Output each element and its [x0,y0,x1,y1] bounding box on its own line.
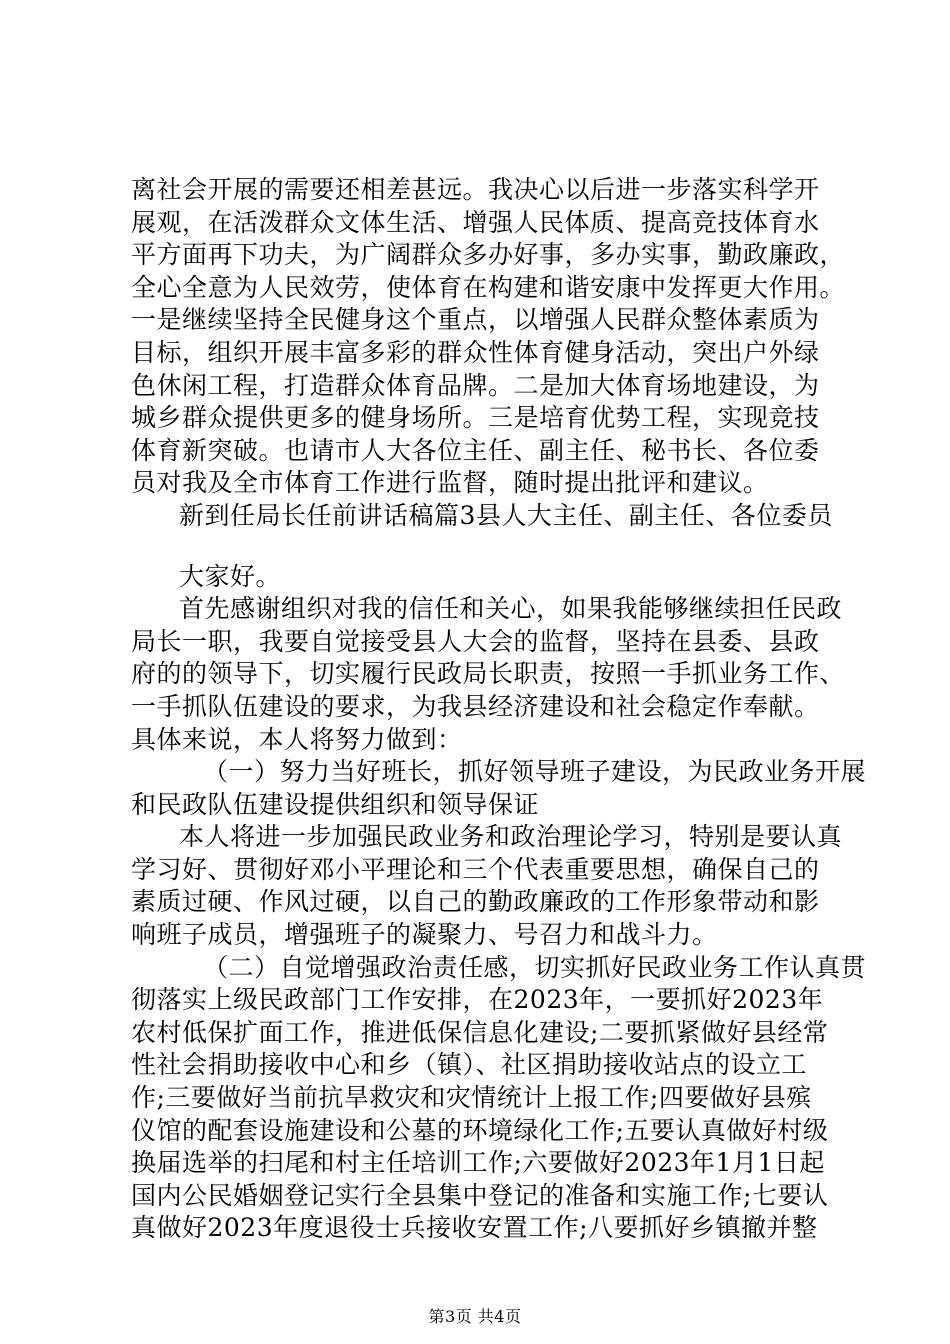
page-footer [0,1304,950,1327]
text-line: 员对我及全市体育工作进行监督，随时提出批评和建议。 [131,468,769,498]
text-line: 展观，在活泼群众文体生活、增强人民体质、提高竞技体育水 [131,207,820,237]
text-line: 农村低保扩面工作，推进低保信息化建设;二要抓紧做好县经常 [131,1017,829,1047]
greeting-line: 大家好。 [179,561,282,591]
text-line: 作;三要做好当前抗旱救灾和灾情统计上报工作;四要做好县殡 [131,1083,812,1113]
text-line: 平方面再下功夫，为广阔群众多办好事，多办实事，勤政廉政， [131,240,846,270]
text-line: 目标，组织开展丰富多彩的群众性体育健身活动，突出户外绿 [131,337,820,367]
text-line: 具体来说，本人将努力做到： [131,724,463,754]
text-line: 响班子成员，增强班子的凝聚力、号召力和战斗力。 [131,920,718,950]
paragraph-gap [131,533,831,561]
text-line: 色休闲工程，打造群众体育品牌。二是加大体育场地建设，为 [131,370,820,400]
section-heading: 新到任局长任前讲话稿篇3县人大主任、副主任、各位委员 [179,500,833,530]
text-line: 局长一职，我要自觉接受县人大会的监督，坚持在县委、县政 [131,626,820,656]
text-line: 全心全意为人民效劳，使体育在构建和谐安康中发挥更大作用。 [131,272,846,302]
text-line: 离社会开展的需要还相差甚远。我决心以后进一步落实科学开 [131,175,820,204]
text-line: 素质过硬、作风过硬，以自己的勤政廉政的工作形象带动和影 [131,887,820,917]
text-line: 彻落实上级民政部门工作安排，在2023年，一要抓好2023年 [131,985,824,1015]
text-line: 一是继续坚持全民健身这个重点，以增强人民群众整体素质为 [131,305,820,335]
text-line: 城乡群众提供更多的健身场所。三是培育优势工程，实现竞技 [131,403,820,433]
text-line: 真做好2023年度退役士兵接收安置工作;八要抓好乡镇撤并整 [131,1213,818,1243]
text-line: 换届选举的扫尾和村主任培训工作;六要做好2023年1月1日起 [131,1148,825,1178]
text-line: 学习好、贯彻好邓小平理论和三个代表重要思想，确保自己的 [131,854,820,884]
text-line: 一手抓队伍建设的要求，为我县经济建设和社会稳定作奉献。 [131,691,820,721]
text-line: 首先感谢组织对我的信任和关心，如果我能够继续担任民政 [179,594,843,624]
text-line: 府的的领导下，切实履行民政局长职责，按照一手抓业务工作、 [131,659,846,689]
subsection-heading: （一）努力当好班长，抓好领导班子建设，为民政业务开展 [203,757,867,787]
text-line: 体育新突破。也请市人大各位主任、副主任、秘书长、各位委 [131,435,820,465]
page-number: 第3页 共4页 [428,1307,522,1326]
document-body [131,174,867,1245]
text-line: 仪馆的配套设施建设和公墓的环境绿化工作;五要认真做好村级 [131,1115,829,1145]
subsection-heading: （二）自觉增强政治责任感，切实抓好民政业务工作认真贯 [203,952,867,982]
text-line: 国内公民婚姻登记实行全县集中登记的准备和实施工作;七要认 [131,1180,829,1210]
text-line: 性社会捐助接收中心和乡（镇）、社区捐助接收站点的设立工 [131,1050,808,1080]
text-line: 本人将进一步加强民政业务和政治理论学习，特别是要认真 [179,822,843,852]
text-line: 和民政队伍建设提供组织和领导保证 [131,789,540,819]
